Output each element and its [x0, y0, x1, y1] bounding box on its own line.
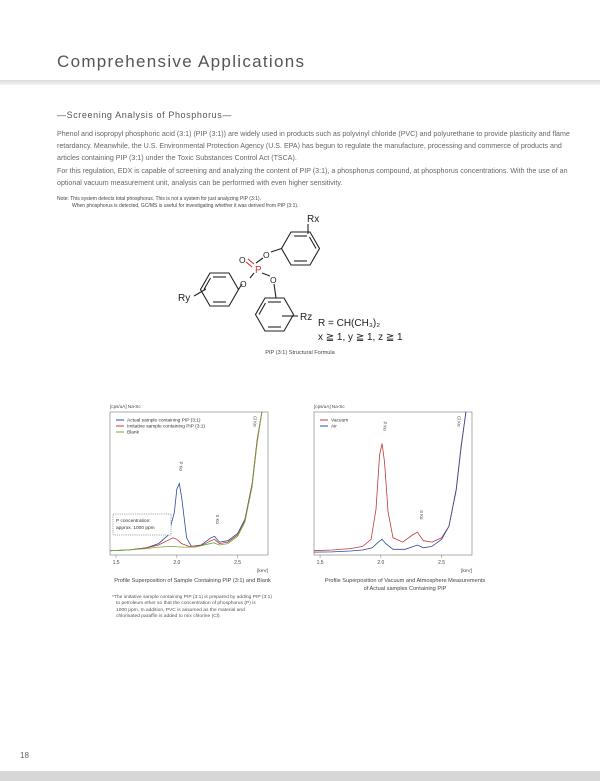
structural-formula [170, 210, 440, 350]
note-line-1: Note: This system detects total phosphorus. This is not a system for just analyzing PIP (3:1). [57, 196, 261, 202]
phosphorus-atom-label: P [255, 265, 262, 276]
oxygen-atom-label-4: O [270, 275, 277, 285]
page-number: 18 [20, 751, 29, 760]
chart2-caption-line-1: Profile Superposition of Vacuum and Atmosphere Measurements [324, 578, 486, 584]
peak-label: Cl Kα [456, 416, 462, 427]
legend-label-1: Actual sample containing PIP (3:1) [127, 418, 201, 424]
oxygen-atom-label-2: O [239, 255, 246, 265]
x-tick-label: 2.5 [438, 560, 446, 566]
peak-label: S Kα [419, 510, 425, 520]
oxygen-atom-label-3: O [240, 279, 247, 289]
chart2-caption [305, 578, 505, 593]
concentration-box [113, 514, 171, 535]
rx-label: Rx [307, 214, 320, 225]
chart1-caption: Profile Superposition of Sample Containing PIP (3:1) and Blank [114, 578, 271, 584]
x-tick-label: 1.5 [316, 560, 324, 566]
peak-label: P Kα [178, 461, 184, 471]
oxygen-atom-label-1: O [263, 250, 270, 260]
regulation-paragraph: For this regulation, EDX is capable of screening and analyzing the content of PIP (3:1), a phosphorus compound, at phosphorus concentrations. With the use of an optional vacuum measurement unit, analysis can be performed with even higher sensitivity. [57, 167, 568, 188]
section-heading: —Screening Analysis of Phosphorus— [57, 110, 232, 120]
footnote-line-3: 1000 ppm. In addition, PVC is assumed as the material and [116, 607, 245, 613]
chart1-footnote [112, 595, 302, 620]
legend-label-2: Air [331, 424, 337, 430]
footnote-line-4: chlorinated paraffin is added to mix chlorine (Cl). [116, 613, 221, 619]
chart2-caption-line-2: of Actual samples Containing PIP [363, 585, 447, 592]
chart2-ylabel: [cps/uA] Na-Sc [314, 404, 345, 409]
footnote-line-1: *The imitative sample containing PIP (3:1) is prepared by adding PIP (3:1) [112, 595, 272, 600]
ry-label: Ry [178, 293, 191, 304]
plot-frame [314, 412, 472, 555]
x-tick-label: 2.0 [173, 560, 181, 566]
note-line-2: When phosphorus is detected, GC/MS is useful for investigating whether it was derived from PIP (3:1). [72, 203, 299, 209]
formula-xyz: x ≧ 1, y ≧ 1, z ≧ 1 [318, 332, 403, 343]
footnote-line-2: to petroleum ether so that the concentration of phosphorus (P) is [116, 601, 256, 607]
note [57, 196, 577, 210]
title-bar [0, 80, 600, 85]
concentration-annotation-1: P concentration: [116, 519, 151, 524]
legend-label-2: Imitative sample containing PIP (3:1) [127, 424, 206, 430]
x-tick-label: 1.5 [112, 560, 120, 566]
x-tick-label: 2.0 [377, 560, 385, 566]
peak-label: P Kα [382, 421, 388, 431]
chart-pip-vs-blank [108, 410, 278, 575]
page-title: Comprehensive Applications [57, 52, 306, 71]
structure-caption: PIP (3:1) Structural Formula [265, 350, 335, 356]
x-axis-label: [keV] [257, 569, 268, 574]
formula-r: R = CH(CH₃)₂ [318, 318, 381, 329]
x-axis-label: [keV] [461, 569, 472, 574]
legend-label-3: Blank [127, 430, 139, 436]
peak-label: Cl Kα [252, 416, 258, 427]
rz-label: Rz [300, 312, 313, 323]
chart1-ylabel: [cps/uA] Na-Sc [110, 404, 141, 409]
legend-label-1: Vacuum [331, 418, 349, 424]
x-tick-label: 2.5 [234, 560, 242, 566]
chart-vacuum-vs-air [312, 410, 482, 575]
intro-paragraph: Phenol and isopropyl phosphoric acid (3:1) (PIP (3:1)) are widely used in products such as polyvinyl chloride (PVC) and polyurethane to provide plasticity and flame retardancy. Meanwhile, the U.S. Environmental Protection Agency (U.S. EPA) has begun to regulate the manufacture, processing and commerce of products and articles containing PIP (3:1) under the Toxic Substances Control Act (TSCA). [57, 130, 570, 163]
concentration-annotation-2: approx. 1000 ppm [116, 526, 155, 531]
peak-label: S Kα [215, 514, 221, 524]
footer-bar [0, 771, 600, 781]
